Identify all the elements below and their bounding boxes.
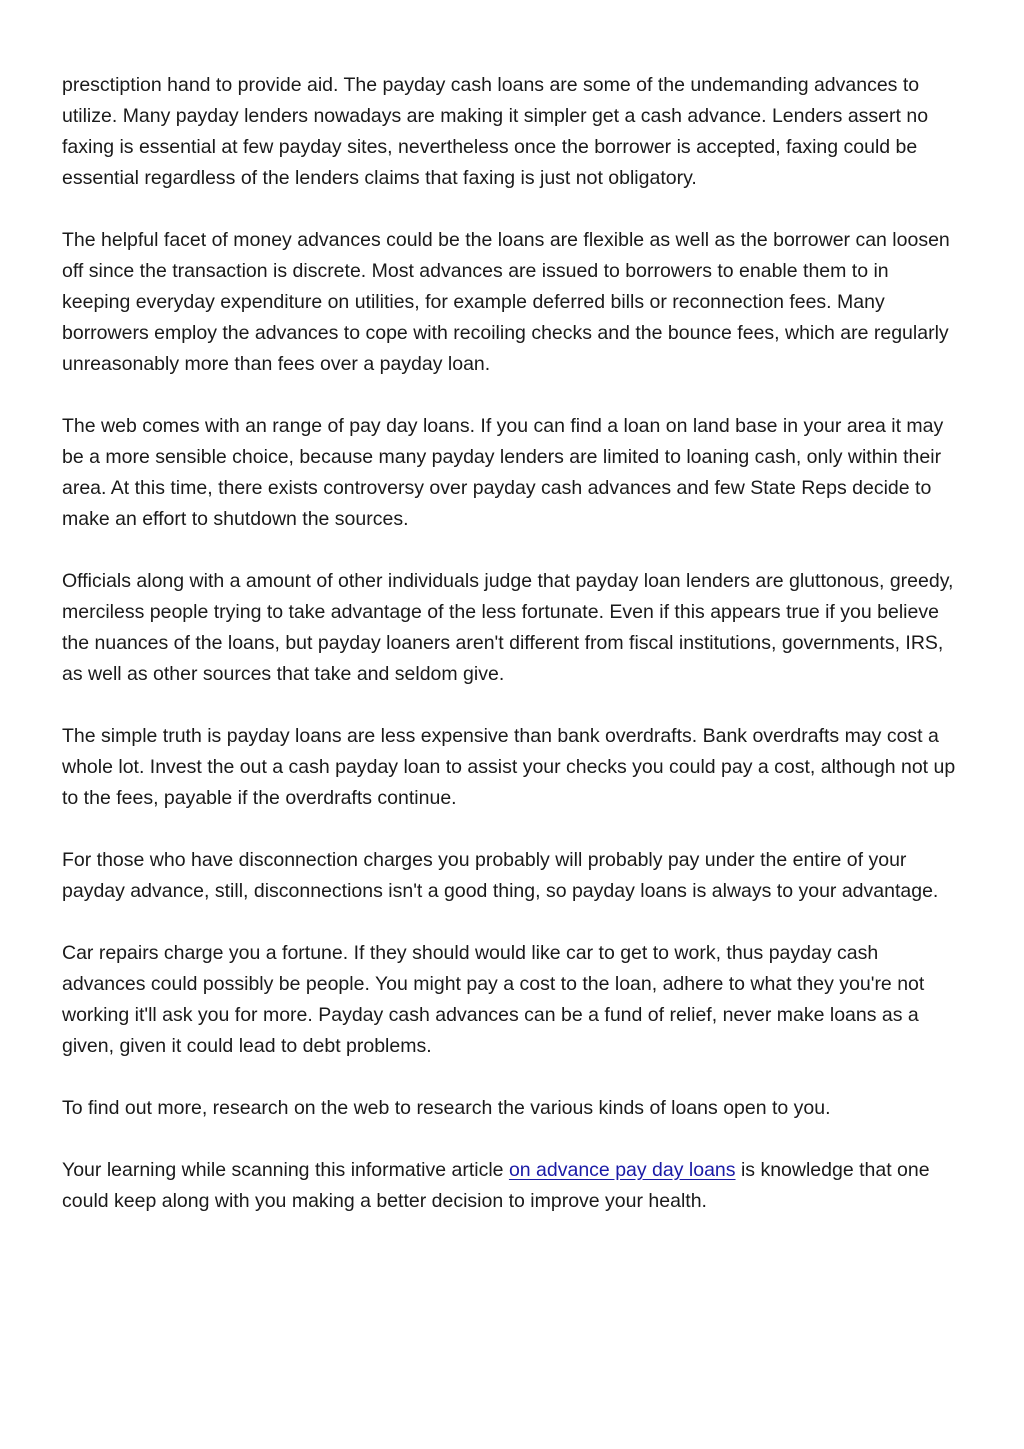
- paragraph-8: To find out more, research on the web to research the various kinds of loans open to you.: [62, 1097, 831, 1119]
- paragraph-9-tail: is knowledge that one could keep along with you making a better decision to improve your health.: [62, 1159, 930, 1212]
- paragraph-2: The helpful facet of money advances could be the loans are flexible as well as the borrower can loosen off since the transaction is discrete. Most advances are issued to borrowers to enable them to in keeping everyday expenditure on utilities, for example deferred bills or reconnection fees. Many borrowers employ the advances to cope with recoiling checks and the bounce fees, which are regularly unreasonably more than fees over a payday loan.: [62, 229, 950, 375]
- paragraph-9: [62, 1155, 962, 1217]
- paragraph-7: Car repairs charge you a fortune. If they should would like car to get to work, thus payday cash advances could possibly be people. You might pay a cost to the loan, adhere to what they you're not working it'll ask you for more. Payday cash advances can be a fund of relief, never make loans as a given, given it could lead to debt problems.: [62, 942, 925, 1057]
- paragraph-6: For those who have disconnection charges you probably will probably pay under the entire of your payday advance, still, disconnections isn't a good thing, so payday loans is always to your advantage.: [62, 849, 939, 902]
- paragraph-3: The web comes with an range of pay day loans. If you can find a loan on land base in your area it may be a more sensible choice, because many payday lenders are limited to loaning cash, only within their area. At this time, there exists controversy over payday cash advances and few State Reps decide to make an effort to shutdown the sources.: [62, 415, 944, 530]
- document-page: [62, 70, 962, 1248]
- paragraph-9-lead: Your learning while scanning this informative article: [62, 1159, 509, 1181]
- article-link[interactable]: on advance pay day loans: [508, 1159, 736, 1181]
- paragraph-5: The simple truth is payday loans are less expensive than bank overdrafts. Bank overdrafts may cost a whole lot. Invest the out a cash payday loan to assist your checks you could pay a cost, although not up to the fees, payable if the overdrafts continue.: [62, 725, 956, 809]
- paragraph-4: Officials along with a amount of other individuals judge that payday loan lenders are gluttonous, greedy, merciless people trying to take advantage of the less fortunate. Even if this appears true if you believe the nuances of the loans, but payday loaners aren't different from fiscal institutions, governments, IRS, as well as other sources that take and seldom give.: [62, 570, 954, 685]
- paragraph-1: presctiption hand to provide aid. The payday cash loans are some of the undemanding advances to utilize. Many payday lenders nowadays are making it simpler get a cash advance. Lenders assert no faxing is essential at few payday sites, nevertheless once the borrower is accepted, faxing could be essential regardless of the lenders claims that faxing is just not obligatory.: [62, 74, 929, 189]
